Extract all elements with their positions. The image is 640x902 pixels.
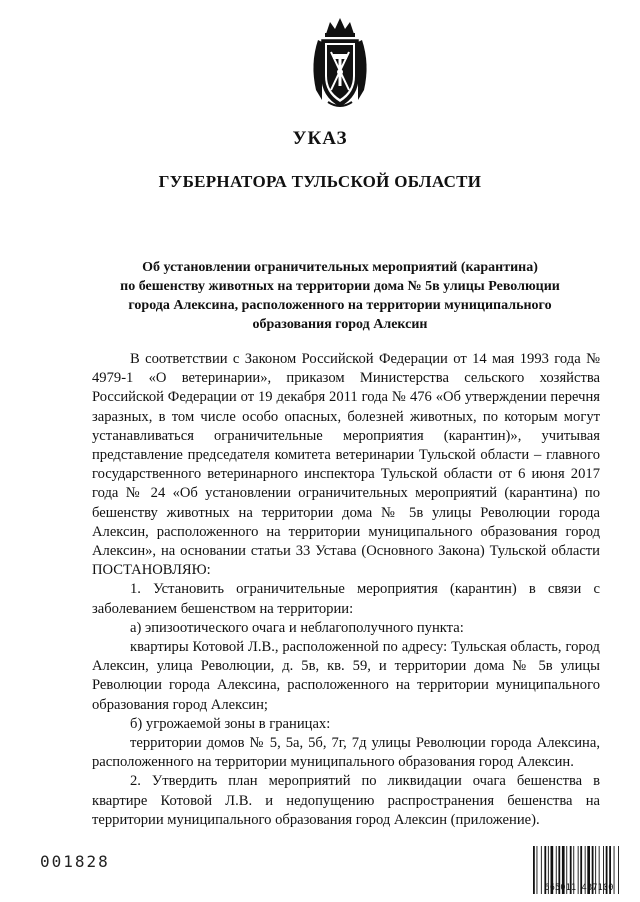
preamble-paragraph: В соответствии с Законом Российской Федерации от 14 мая 1993 года № 4979-1 «О ветеринарии», приказом Министерства сельского хозяйства Российской Федерации от 19 декабря 2011 года № 476 «Об утверждении перечня заразных, в том числе особо опасных, болезней животных, по которым могут устанавливаться ограничительные мероприятия (карантин)», учитывая представление председателя комитета ветеринарии Тульской области – главного государственного ветеринарного инспектора Тульской области от 6 июня 2017 года № 24 «Об установлении ограничительных мероприятий (карантина) по бешенству животных на территории дома № 5в улицы Революции города Алексин, расположенного на территории муниципального образования город Алексин», на основании статьи 33 Устава (Основного Закона) Тульской области ПОСТАНОВЛЯЮ: [92, 351, 600, 579]
document-type: УКАЗ [292, 128, 348, 149]
clause-1a: а) эпизоотического очага и неблагополучного пункта: [130, 619, 464, 636]
clause-1b: б) угрожаемой зоны в границах: [130, 715, 331, 732]
barcode-digits: 665011 437100 [544, 883, 614, 893]
title-line: города Алексина, расположенного на территории муниципального [128, 298, 552, 313]
decree-body [92, 350, 600, 830]
decree-title [110, 258, 570, 334]
title-line: по бешенству животных на территории дома № 5в улицы Революции [120, 279, 560, 294]
document-serial-number: 001828 [40, 852, 110, 871]
clause-1b-detail: территории домов № 5, 5а, 5б, 7г, 7д улицы Революции города Алексина, расположенного на территории муниципального образования город Алексин. [92, 735, 600, 771]
title-line: Об установлении ограничительных мероприятий (карантина) [142, 260, 538, 275]
clause-1: 1. Установить ограничительные мероприятия (карантин) в связи с заболеванием бешенством на территории: [92, 581, 600, 617]
issuing-authority: ГУБЕРНАТОРА ТУЛЬСКОЙ ОБЛАСТИ [158, 172, 482, 191]
title-line: образования город Алексин [252, 317, 428, 332]
clause-1a-detail: квартиры Котовой Л.В., расположенной по адресу: Тульская область, город Алексин, улица Революции, д. 5в, кв. 59, и территории дома № 5в улицы Революции города Алексина, расположенного на территории муниципального образования город Алексин; [92, 639, 600, 713]
clause-2: 2. Утвердить план мероприятий по ликвидации очага бешенства в квартире Котовой Л.В. и недопущению распространения бешенства на территории муниципального образования город Алексин (приложение). [92, 773, 600, 828]
tula-region-coat-of-arms-icon [304, 14, 376, 112]
